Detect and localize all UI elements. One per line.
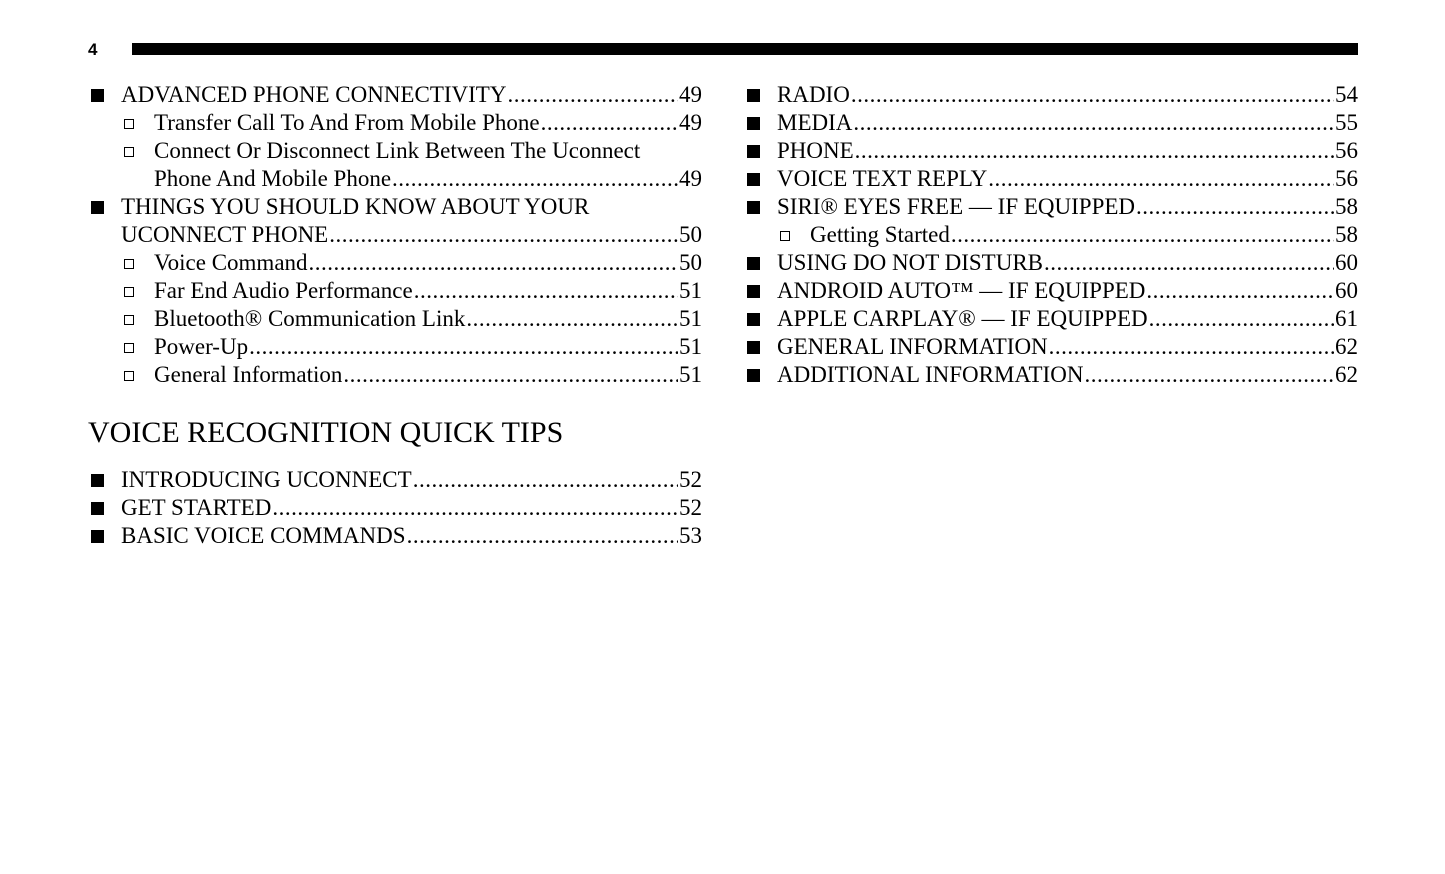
toc-entry-title: ANDROID AUTO™ — IF EQUIPPED bbox=[777, 278, 1146, 303]
filled-square-bullet-icon bbox=[747, 145, 760, 158]
toc-entry-do-not-disturb[interactable] bbox=[744, 249, 1358, 277]
toc-entry-radio[interactable] bbox=[744, 81, 1358, 109]
toc-entry-general-information-sub[interactable] bbox=[88, 361, 702, 389]
toc-entry-getting-started[interactable] bbox=[744, 221, 1358, 249]
dot-leader bbox=[1084, 361, 1334, 389]
dot-leader bbox=[249, 333, 678, 361]
section-heading: VOICE RECOGNITION QUICK TIPS bbox=[88, 416, 564, 449]
toc-entry-title: GET STARTED bbox=[121, 495, 272, 520]
toc-entry-page: 61 bbox=[1335, 306, 1358, 331]
toc-entry-additional-information[interactable] bbox=[744, 361, 1358, 389]
toc-entry-page: 50 bbox=[679, 250, 702, 275]
filled-square-bullet-icon bbox=[91, 502, 104, 515]
toc-entry-page: 62 bbox=[1335, 362, 1358, 387]
toc-entry-title: General Information bbox=[154, 362, 343, 387]
dot-leader bbox=[541, 109, 678, 137]
toc-entry-title: ADVANCED PHONE CONNECTIVITY bbox=[121, 82, 507, 107]
toc-entry-advanced-phone-connectivity[interactable] bbox=[88, 81, 702, 109]
toc-entry-title: VOICE TEXT REPLY bbox=[777, 166, 988, 191]
dot-leader bbox=[392, 165, 678, 193]
toc-left-column bbox=[88, 81, 702, 389]
toc-entry-apple-carplay[interactable] bbox=[744, 305, 1358, 333]
dot-leader bbox=[507, 81, 678, 109]
toc-entry-page: 55 bbox=[1335, 110, 1358, 135]
toc-entry-page: 60 bbox=[1335, 250, 1358, 275]
dot-leader bbox=[853, 109, 1334, 137]
toc-entry-title-line1: Connect Or Disconnect Link Between The Uconnect bbox=[154, 138, 641, 163]
dot-leader bbox=[988, 165, 1334, 193]
toc-entry-title: RADIO bbox=[777, 82, 850, 107]
toc-entry-android-auto[interactable] bbox=[744, 277, 1358, 305]
hollow-square-bullet-icon bbox=[124, 371, 134, 381]
hollow-square-bullet-icon bbox=[124, 315, 134, 325]
filled-square-bullet-icon bbox=[747, 173, 760, 186]
filled-square-bullet-icon bbox=[747, 285, 760, 298]
filled-square-bullet-icon bbox=[91, 201, 104, 214]
dot-leader bbox=[1044, 249, 1334, 277]
dot-leader bbox=[343, 361, 678, 389]
filled-square-bullet-icon bbox=[747, 117, 760, 130]
toc-entry-far-end-audio[interactable] bbox=[88, 277, 702, 305]
toc-entry-page: 60 bbox=[1335, 278, 1358, 303]
dot-leader bbox=[309, 249, 678, 277]
toc-entry-page: 52 bbox=[679, 495, 702, 520]
header-rule bbox=[132, 43, 1358, 55]
toc-entry-get-started[interactable] bbox=[88, 494, 702, 522]
hollow-square-bullet-icon bbox=[124, 147, 134, 157]
toc-entry-transfer-call[interactable] bbox=[88, 109, 702, 137]
toc-entry-voice-command[interactable] bbox=[88, 249, 702, 277]
toc-entry-title: Power-Up bbox=[154, 334, 249, 359]
toc-entry-media[interactable] bbox=[744, 109, 1358, 137]
toc-entry-title: Transfer Call To And From Mobile Phone bbox=[154, 110, 540, 135]
dot-leader bbox=[414, 277, 678, 305]
toc-entry-page: 49 bbox=[679, 110, 702, 135]
toc-entry-bluetooth-link[interactable] bbox=[88, 305, 702, 333]
toc-entry-page: 58 bbox=[1335, 222, 1358, 247]
hollow-square-bullet-icon bbox=[124, 343, 134, 353]
toc-entry-title: Getting Started bbox=[810, 222, 950, 247]
toc-entry-title-line1: THINGS YOU SHOULD KNOW ABOUT YOUR bbox=[121, 194, 590, 219]
toc-entry-page: 58 bbox=[1335, 194, 1358, 219]
toc-entry-title: INTRODUCING UCONNECT bbox=[121, 467, 412, 492]
hollow-square-bullet-icon bbox=[780, 231, 790, 241]
toc-entry-title: APPLE CARPLAY® — IF EQUIPPED bbox=[777, 306, 1148, 331]
toc-entry-siri-eyes-free[interactable] bbox=[744, 193, 1358, 221]
filled-square-bullet-icon bbox=[747, 341, 760, 354]
toc-entry-title: Voice Command bbox=[154, 250, 308, 275]
toc-entry-page: 54 bbox=[1335, 82, 1358, 107]
toc-entry-page: 56 bbox=[1335, 138, 1358, 163]
dot-leader bbox=[413, 466, 678, 494]
toc-entry-page: 51 bbox=[679, 362, 702, 387]
toc-entry-power-up[interactable] bbox=[88, 333, 702, 361]
dot-leader bbox=[272, 494, 678, 522]
filled-square-bullet-icon bbox=[747, 369, 760, 382]
filled-square-bullet-icon bbox=[91, 530, 104, 543]
toc-entry-page: 56 bbox=[1335, 166, 1358, 191]
dot-leader bbox=[1149, 305, 1334, 333]
toc-entry-title-line2: Phone And Mobile Phone bbox=[154, 166, 392, 191]
toc-entry-basic-voice-commands[interactable] bbox=[88, 522, 702, 550]
toc-entry-page: 50 bbox=[679, 222, 702, 247]
hollow-square-bullet-icon bbox=[124, 259, 134, 269]
toc-entry-page: 52 bbox=[679, 467, 702, 492]
toc-entry-title: GENERAL INFORMATION bbox=[777, 334, 1048, 359]
dot-leader bbox=[407, 522, 678, 550]
page-number: 4 bbox=[88, 40, 98, 59]
toc-entry-things-you-should-know[interactable] bbox=[88, 193, 702, 249]
hollow-square-bullet-icon bbox=[124, 287, 134, 297]
toc-entry-voice-text-reply[interactable] bbox=[744, 165, 1358, 193]
toc-right-column bbox=[744, 81, 1358, 389]
filled-square-bullet-icon bbox=[747, 257, 760, 270]
toc-entry-title: MEDIA bbox=[777, 110, 853, 135]
toc-entry-title: ADDITIONAL INFORMATION bbox=[777, 362, 1084, 387]
toc-entry-introducing-uconnect[interactable] bbox=[88, 466, 702, 494]
toc-entry-page: 49 bbox=[679, 82, 702, 107]
dot-leader bbox=[1049, 333, 1334, 361]
filled-square-bullet-icon bbox=[747, 89, 760, 102]
toc-entry-title: USING DO NOT DISTURB bbox=[777, 250, 1044, 275]
filled-square-bullet-icon bbox=[91, 89, 104, 102]
toc-entry-title: BASIC VOICE COMMANDS bbox=[121, 523, 406, 548]
toc-entry-title-line2: UCONNECT PHONE bbox=[121, 222, 329, 247]
filled-square-bullet-icon bbox=[91, 474, 104, 487]
dot-leader bbox=[851, 81, 1334, 109]
toc-entry-title: PHONE bbox=[777, 138, 854, 163]
toc-entry-connect-disconnect-link[interactable] bbox=[88, 137, 702, 193]
dot-leader bbox=[329, 221, 678, 249]
dot-leader bbox=[1146, 277, 1334, 305]
toc-entry-page: 53 bbox=[679, 523, 702, 548]
toc-entry-title: Far End Audio Performance bbox=[154, 278, 413, 303]
toc-entry-general-information[interactable] bbox=[744, 333, 1358, 361]
toc-entry-title: Bluetooth® Communication Link bbox=[154, 306, 466, 331]
toc-entry-page: 51 bbox=[679, 306, 702, 331]
filled-square-bullet-icon bbox=[747, 313, 760, 326]
dot-leader bbox=[855, 137, 1334, 165]
dot-leader bbox=[466, 305, 678, 333]
toc-entry-page: 49 bbox=[679, 166, 702, 191]
dot-leader bbox=[951, 221, 1334, 249]
hollow-square-bullet-icon bbox=[124, 119, 134, 129]
toc-entry-page: 51 bbox=[679, 334, 702, 359]
dot-leader bbox=[1136, 193, 1334, 221]
toc-entry-title: SIRI® EYES FREE — IF EQUIPPED bbox=[777, 194, 1136, 219]
toc-entry-page: 62 bbox=[1335, 334, 1358, 359]
filled-square-bullet-icon bbox=[747, 201, 760, 214]
toc-entry-page: 51 bbox=[679, 278, 702, 303]
toc-entry-phone[interactable] bbox=[744, 137, 1358, 165]
toc-section-entries bbox=[88, 466, 702, 550]
